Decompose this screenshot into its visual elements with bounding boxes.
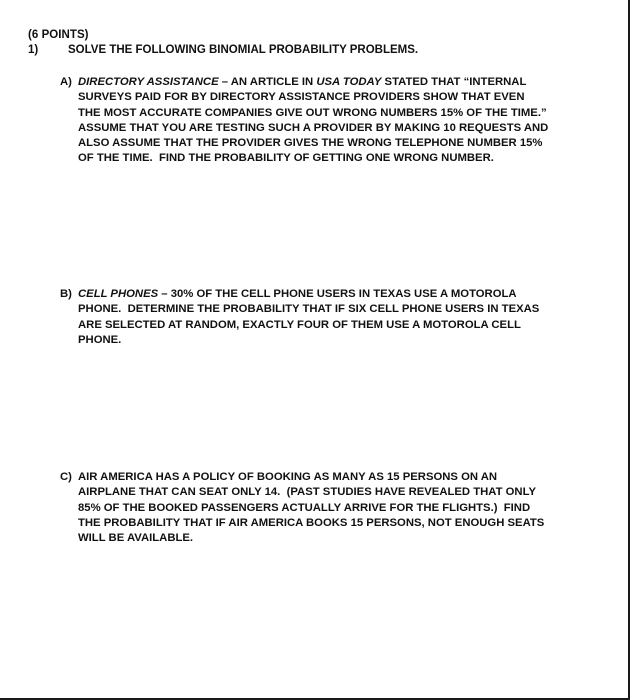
- problem-line: [78, 485, 605, 500]
- instruction-text: SOLVE THE FOLLOWING BINOMIAL PROBABILITY PROBLEMS.: [68, 44, 419, 56]
- text-run: WILL BE AVAILABLE.: [78, 532, 194, 545]
- problem-b: [60, 287, 605, 348]
- text-run: – AN ARTICLE IN: [218, 76, 317, 88]
- problem-label: C): [60, 471, 72, 483]
- problem-text: [78, 470, 605, 546]
- text-run: ASSUME THAT YOU ARE TESTING SUCH A PROVIDER BY MAKING 10 REQUESTS AND: [78, 121, 549, 134]
- problem-label: A): [60, 76, 72, 88]
- problem-line: [78, 531, 605, 546]
- problem-line: [78, 318, 605, 333]
- italic-term: DIRECTORY ASSISTANCE: [78, 76, 219, 88]
- problem-line: [78, 75, 605, 90]
- problem-line: [78, 90, 605, 105]
- text-run: AIRPLANE THAT CAN SEAT ONLY 14. (PAST STUDIES HAVE REVEALED THAT ONLY: [78, 486, 536, 499]
- text-run: SURVEYS PAID FOR BY DIRECTORY ASSISTANCE PROVIDERS SHOW THAT EVEN: [78, 91, 525, 104]
- text-run: STATED THAT “INTERNAL: [381, 76, 527, 88]
- italic-term: CELL PHONES: [78, 288, 159, 300]
- problem-line: [78, 106, 605, 121]
- problem-label: B): [60, 288, 72, 300]
- text-run: 85% OF THE BOOKED PASSENGERS ACTUALLY ARRIVE FOR THE FLIGHTS.) FIND: [78, 501, 531, 514]
- problem-line: [78, 136, 605, 151]
- problem-line: [78, 121, 605, 136]
- text-run: – 30% OF THE CELL PHONE USERS IN TEXAS USE A MOTOROLA: [158, 288, 517, 300]
- problem-line: [78, 470, 605, 485]
- text-run: ALSO ASSUME THAT THE PROVIDER GIVES THE WRONG TELEPHONE NUMBER 15%: [78, 137, 543, 150]
- text-run: OF THE TIME. FIND THE PROBABILITY OF GETTING ONE WRONG NUMBER.: [78, 152, 494, 165]
- problem-text: [78, 75, 605, 167]
- text-run: THE MOST ACCURATE COMPANIES GIVE OUT WRONG NUMBERS 15% OF THE TIME.”: [78, 106, 547, 119]
- question-number: 1): [28, 44, 39, 56]
- italic-term: USA TODAY: [316, 76, 382, 88]
- problem-line: [78, 501, 605, 516]
- problem-line: [78, 287, 605, 302]
- problem-text: [78, 287, 605, 348]
- problem-line: [78, 333, 605, 348]
- problem-line: [78, 516, 605, 531]
- problem-a: [60, 75, 605, 167]
- points-heading: (6 POINTS): [28, 29, 89, 41]
- text-run: ARE SELECTED AT RANDOM, EXACTLY FOUR OF THEM USE A MOTOROLA CELL: [78, 318, 521, 331]
- text-run: THE PROBABILITY THAT IF AIR AMERICA BOOKS 15 PERSONS, NOT ENOUGH SEATS: [78, 516, 545, 529]
- question-instruction: [28, 44, 418, 56]
- problem-c: [60, 470, 605, 546]
- text-run: AIR AMERICA HAS A POLICY OF BOOKING AS MANY AS 15 PERSONS ON AN: [78, 471, 498, 483]
- text-run: PHONE.: [78, 333, 122, 346]
- problem-line: [78, 302, 605, 317]
- text-run: PHONE. DETERMINE THE PROBABILITY THAT IF SIX CELL PHONE USERS IN TEXAS: [78, 303, 540, 316]
- problem-line: [78, 151, 605, 166]
